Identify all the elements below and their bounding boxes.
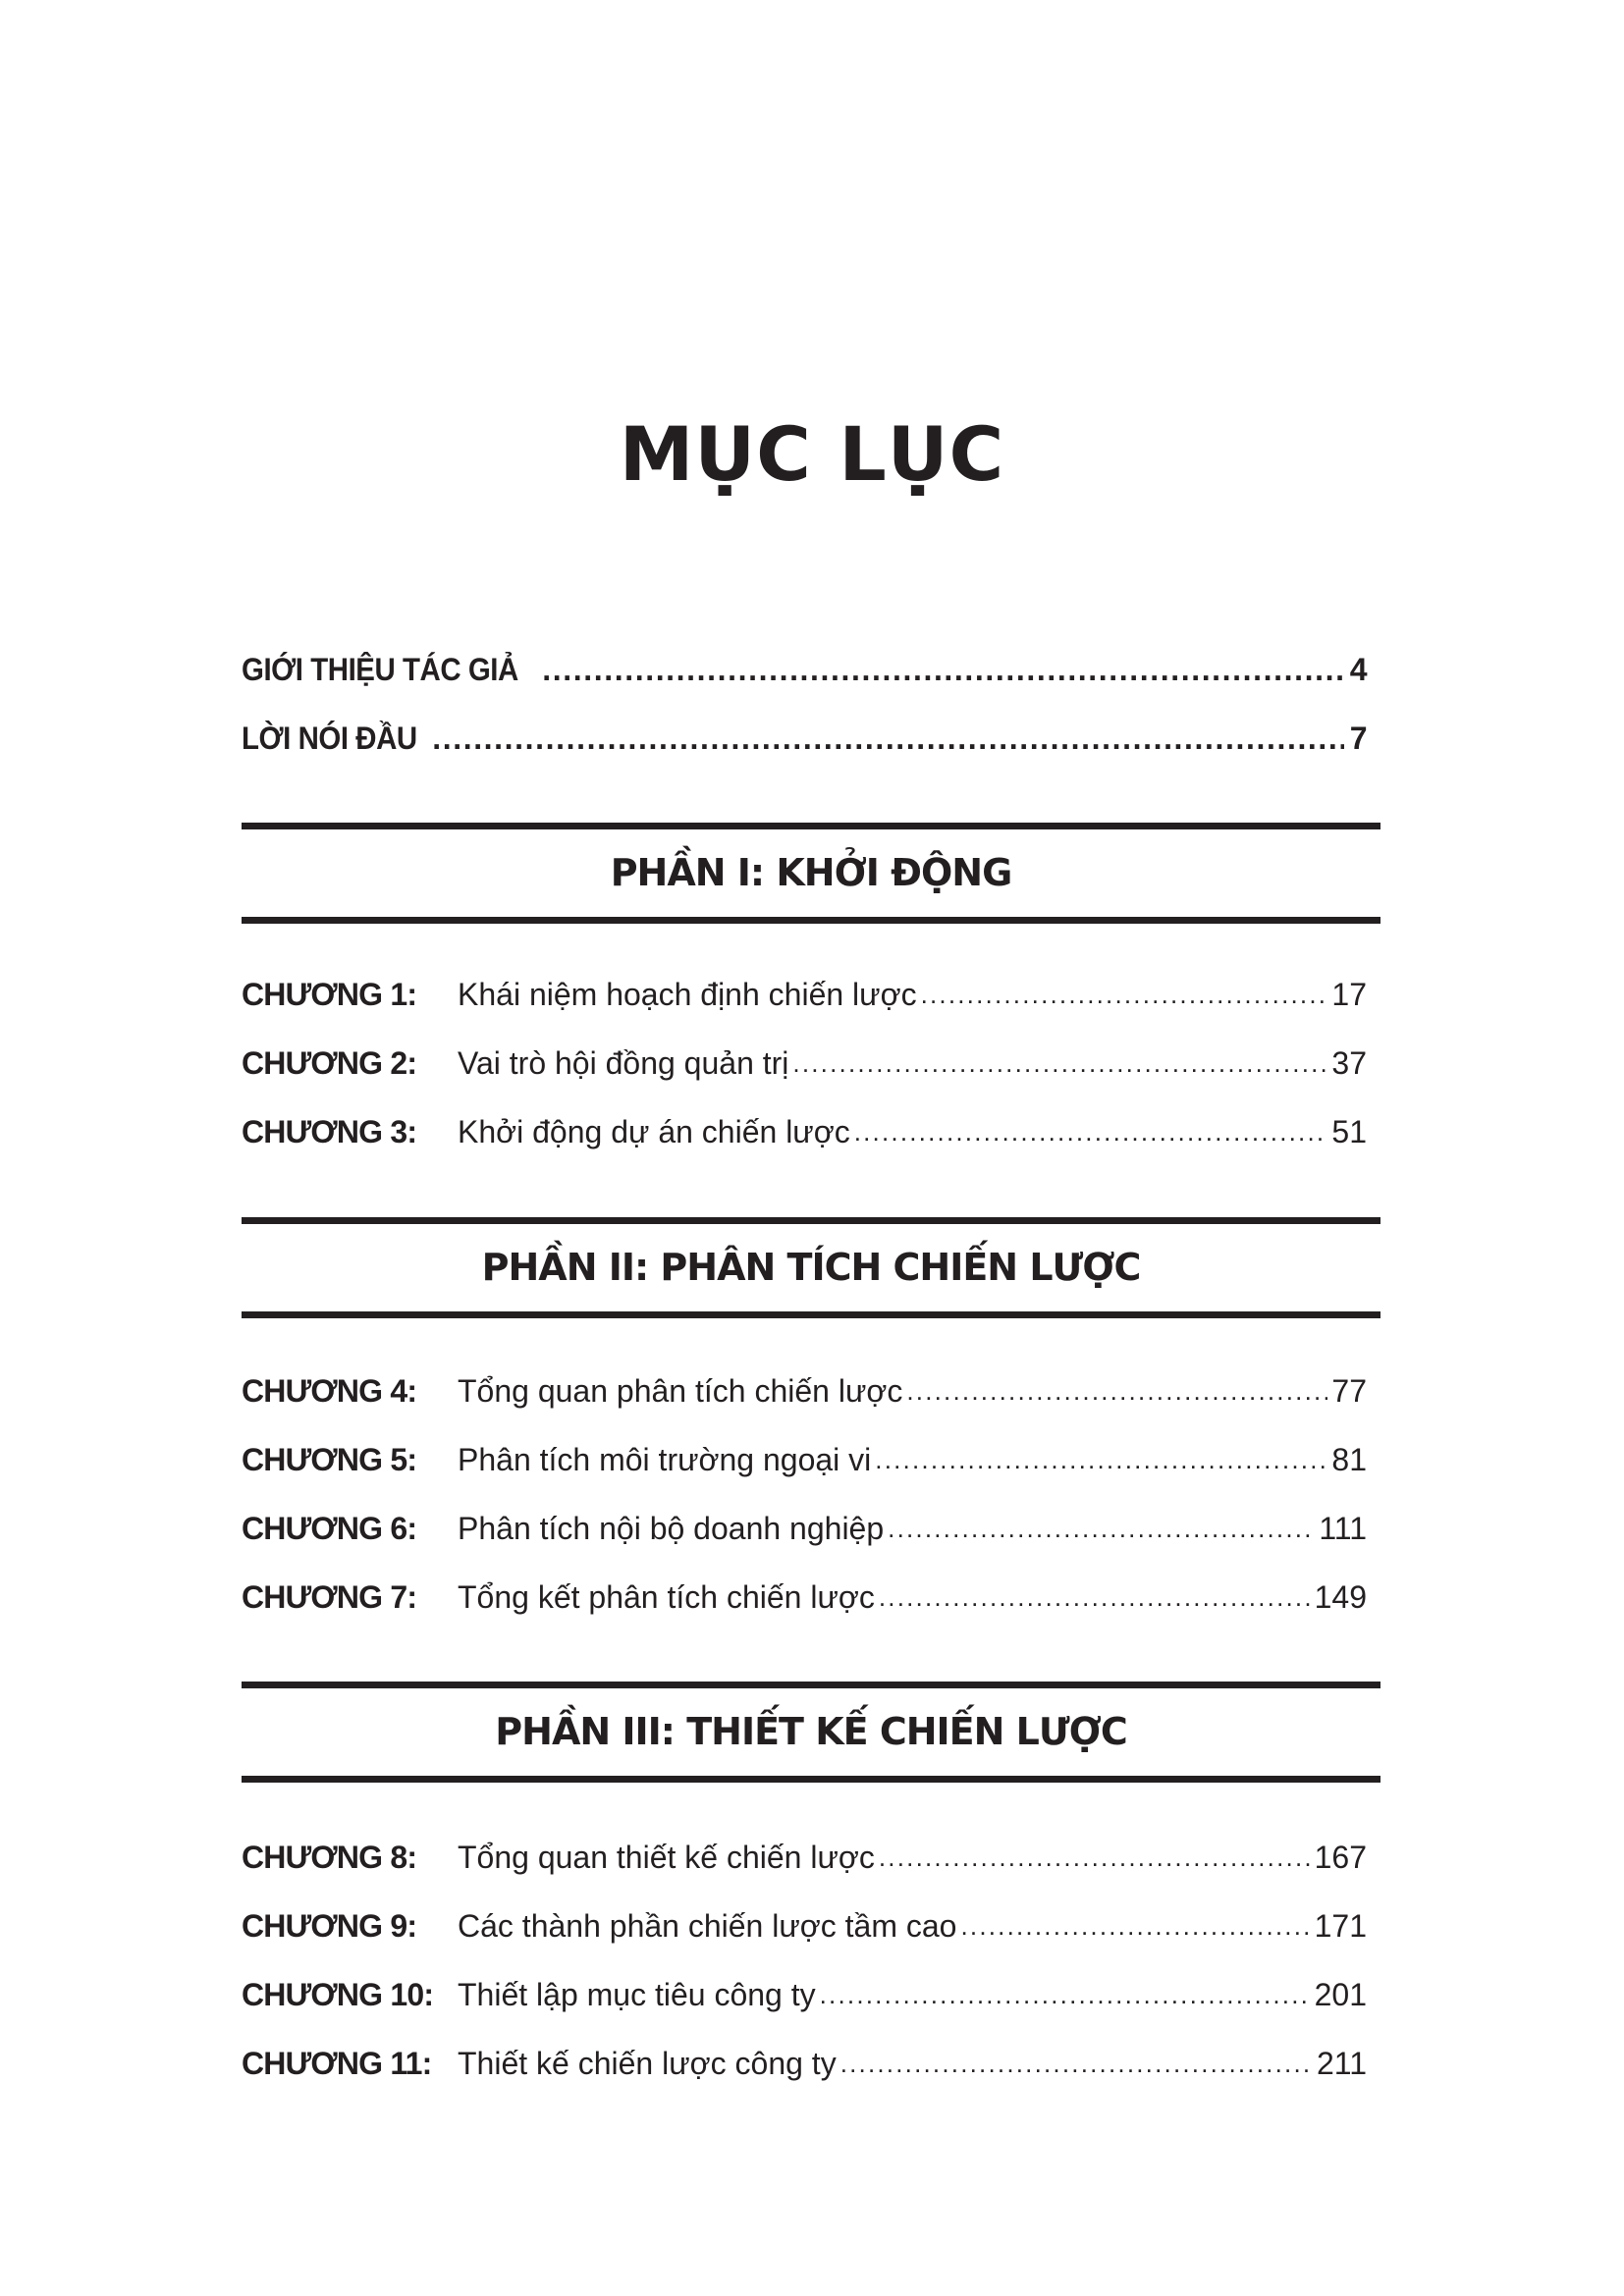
dot-leader: [879, 1838, 1311, 1877]
part-heading-2: PHẦN II: PHÂN TÍCH CHIẾN LƯỢC: [481, 1246, 1141, 1289]
chapter-title: Khái niệm hoạch định chiến lược: [458, 977, 917, 1012]
divider-rule: [242, 1311, 1380, 1318]
chapter-title: Tổng quan thiết kế chiến lược: [458, 1840, 875, 1875]
dot-leader: [960, 1906, 1310, 1946]
chapter-title: Khởi động dự án chiến lược: [458, 1114, 850, 1149]
divider-rule: [242, 823, 1380, 829]
chapter-label: CHƯƠNG 7:: [242, 1579, 417, 1615]
toc-chapter-3[interactable]: [242, 1112, 1367, 1151]
divider-rule: [242, 1776, 1380, 1783]
toc-page-number: 167: [1314, 1840, 1367, 1875]
toc-entry-preface[interactable]: [242, 719, 1367, 758]
chapter-title: Vai trò hội đồng quản trị: [458, 1045, 789, 1081]
toc-chapter-4[interactable]: [242, 1371, 1367, 1411]
toc-page-number: 201: [1314, 1977, 1367, 2012]
divider-rule: [242, 1682, 1380, 1688]
chapter-label: CHƯƠNG 5:: [242, 1442, 417, 1477]
dot-leader: [875, 1440, 1327, 1479]
toc-chapter-9[interactable]: [242, 1906, 1367, 1946]
dot-leader: [840, 2044, 1313, 2083]
chapter-label: CHƯƠNG 6:: [242, 1511, 417, 1546]
chapter-label: CHƯƠNG 11:: [242, 2046, 432, 2081]
divider-rule: [242, 1217, 1380, 1224]
toc-page-number: 37: [1331, 1045, 1367, 1081]
toc-page-number: 77: [1331, 1373, 1367, 1409]
chapter-label: CHƯƠNG 8:: [242, 1840, 417, 1875]
toc-entry-author-intro[interactable]: [242, 650, 1367, 689]
toc-page-number: 149: [1314, 1579, 1367, 1615]
toc-chapter-10[interactable]: [242, 1975, 1367, 2014]
part-heading-3: PHẦN III: THIẾT KẾ CHIẾN LƯỢC: [495, 1710, 1127, 1753]
chapter-title: Các thành phần chiến lược tầm cao: [458, 1908, 957, 1944]
dot-leader: [888, 1509, 1315, 1548]
toc-page-number: 171: [1314, 1908, 1367, 1944]
chapter-label: CHƯƠNG 3:: [242, 1114, 417, 1149]
chapter-label: CHƯƠNG 9:: [242, 1908, 417, 1944]
divider-rule: [242, 917, 1380, 924]
toc-page-number: 17: [1331, 977, 1367, 1012]
dot-leader: [921, 975, 1328, 1014]
part-heading-1: PHẦN I: KHỞI ĐỘNG: [610, 851, 1012, 894]
dot-leader: [854, 1112, 1328, 1151]
dot-leader: [542, 650, 1343, 689]
toc-entry-label: LỜI NÓI ĐẦU: [242, 721, 417, 756]
chapter-label: CHƯƠNG 1:: [242, 977, 417, 1012]
toc-page-number: 111: [1319, 1511, 1367, 1546]
dot-leader: [432, 719, 1343, 758]
chapter-title: Thiết kế chiến lược công ty: [458, 2046, 837, 2081]
toc-page-number: 7: [1349, 721, 1367, 756]
chapter-title: Phân tích nội bộ doanh nghiệp: [458, 1511, 885, 1546]
chapter-title: Thiết lập mục tiêu công ty: [458, 1977, 816, 2012]
page-title: MỤC LỤC: [619, 409, 1005, 498]
chapter-label: CHƯƠNG 4:: [242, 1373, 417, 1409]
toc-entry-label: GIỚI THIỆU TÁC GIẢ: [242, 652, 518, 687]
toc-page-number: 4: [1349, 652, 1367, 687]
dot-leader: [792, 1043, 1327, 1083]
dot-leader: [906, 1371, 1327, 1411]
chapter-title: Tổng quan phân tích chiến lược: [458, 1373, 903, 1409]
toc-chapter-5[interactable]: [242, 1440, 1367, 1479]
toc-page-number: 51: [1331, 1114, 1367, 1149]
chapter-title: Phân tích môi trường ngoại vi: [458, 1442, 872, 1477]
toc-chapter-6[interactable]: [242, 1509, 1367, 1548]
toc-chapter-11[interactable]: [242, 2044, 1367, 2083]
toc-page-number: 81: [1331, 1442, 1367, 1477]
dot-leader: [879, 1577, 1311, 1617]
toc-page-number: 211: [1316, 2046, 1367, 2081]
toc-chapter-8[interactable]: [242, 1838, 1367, 1877]
chapter-label: CHƯƠNG 2:: [242, 1045, 417, 1081]
chapter-title: Tổng kết phân tích chiến lược: [458, 1579, 875, 1615]
toc-chapter-2[interactable]: [242, 1043, 1367, 1083]
toc-chapter-1[interactable]: [242, 975, 1367, 1014]
toc-chapter-7[interactable]: [242, 1577, 1367, 1617]
chapter-label: CHƯƠNG 10:: [242, 1977, 434, 2012]
dot-leader: [820, 1975, 1311, 2014]
